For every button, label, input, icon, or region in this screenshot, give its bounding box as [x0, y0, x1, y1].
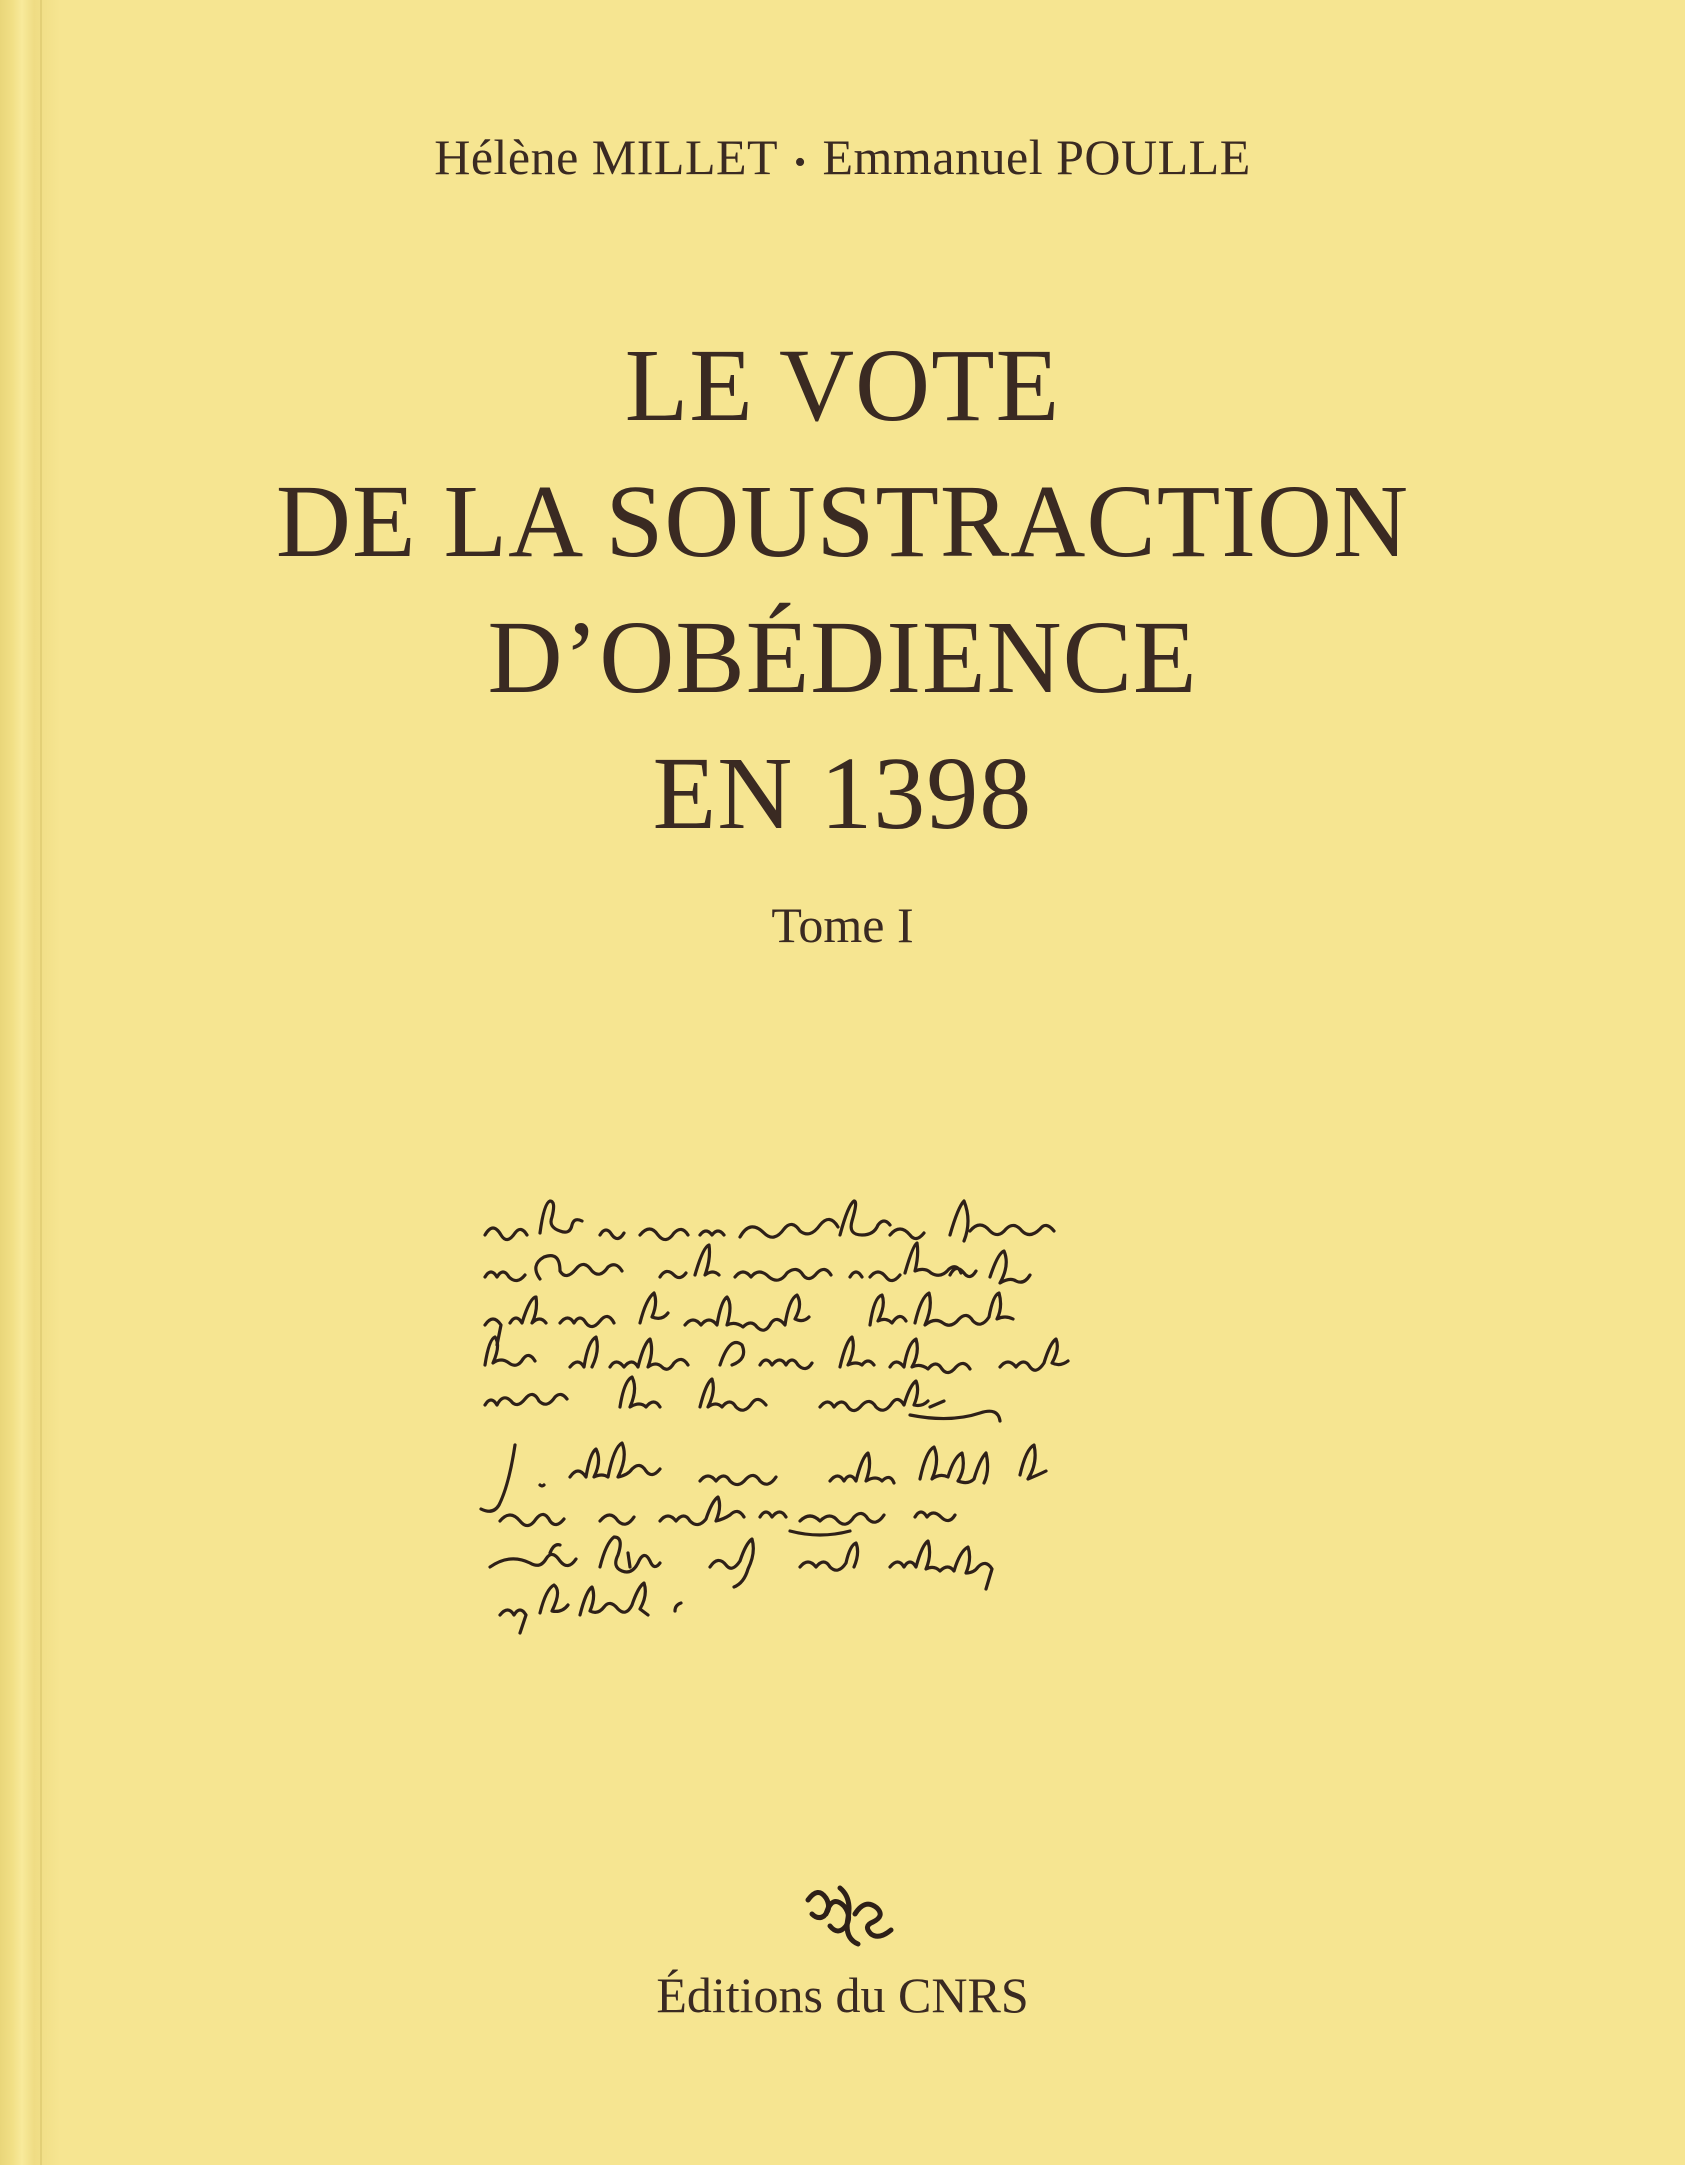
authors-line: [0, 128, 1685, 186]
title-line-4: EN 1398: [652, 736, 1033, 851]
cnrs-logo-icon: [800, 1880, 900, 1950]
author-second: Emmanuel POULLE: [822, 129, 1251, 185]
title-line-3: D’OBÉDIENCE: [487, 600, 1198, 715]
author-first: Hélène MILLET: [434, 129, 779, 185]
volume-label: Tome I: [771, 897, 914, 953]
publisher-name: Éditions du CNRS: [656, 1967, 1029, 2023]
manuscript-handwriting-image: [470, 1195, 1230, 1735]
title-line-1: LE VOTE: [624, 328, 1061, 443]
title-line-2: DE LA SOUSTRACTION: [275, 464, 1410, 579]
book-title: [0, 318, 1685, 862]
author-separator: •: [794, 143, 807, 181]
